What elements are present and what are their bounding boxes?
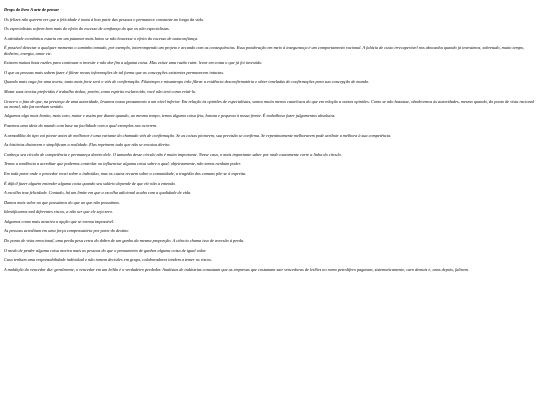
paragraph-2: Os especialistas sofrem bem mais do efeito do excesso de confiança do que os não especialistas. <box>4 26 170 32</box>
paragraph-19: Damos mais valor ao que possuímos do que ao que não possuímos. <box>4 199 121 205</box>
paragraph-26: A maldição do vencedor diz: geralmente, o vencedor em um leilão é o verdadeiro perdedor. Analistas de indústrias constatam que as empresas que costumam sair vencedoras de leilões no ramo petrolífero pagaram, sistematicamente, caro demais e, anos depois, faliram. <box>4 266 469 272</box>
paragraph-14: Conheça seu círculo de competência e permaneça dentro dele. O tamanho desse círculo não é muito importante. Nesse caso, o mais importante saber por onde exatamente corre a linha do círculo. <box>4 151 342 157</box>
paragraph-24: O medo de perder alguma coisa motiva mais as pessoas do que o pensamento de ganhar alguma coisa de igual valor. <box>4 247 207 253</box>
paragraph-23: Do ponto de vista emocional, uma perda pesa cerca do dobro de um ganho da mesma proporção. A ciência chama isso de aversão à perda. <box>4 238 244 244</box>
paragraph-13: As histórias distorcem e simplificam a realidade. Elas reprimem tudo que não se encaixa direito. <box>4 142 171 148</box>
paragraph-5: Existem muitas boas razões para continuar a investir e não dar fim a alguma coisa. Mas existe uma razão ruim: levar em conta o que já foi investido. <box>4 60 263 66</box>
paragraph-17: É difícil fazer alguém entender alguma coisa quando seu salário depende de que ele não a entenda. <box>4 180 176 186</box>
paragraph-12: A armadilha do tipo vai piorar antes de melhorar é uma variante do chamado viés de confirmação. Se as coisas piorarem, sua previsão se confirma. Se repentinamente melhorarem pode atribuir a melhora à sua competência. <box>4 132 392 138</box>
paragraph-16: Em toda parte onde o provedor recai sobre o indivíduo, mas os custos recaem sobre a comunidade, a tragédia dos comuns põe-se à espreita. <box>4 170 247 176</box>
paragraph-9: Grave-o o fato de que, na presença de uma autoridade, levamos nosso pensamento a um nível inferior. Em relação às opiniões de especialistas, somos muito menos cautelosos do que em relação a outras opiniões. Como se não bastasse, obedecemos às autoridades, mesmo quando, do ponto de vista racional ou moral, não faz nenhum sentido. <box>4 98 535 109</box>
paragraph-3: A atividade econômica estaria em um patamar mais baixo se não houvesse o efeito do excesso de autoconfiança. <box>4 35 199 41</box>
paragraph-20: Identificamos mal diferentes riscos, a não ser que ele seja zero. <box>4 209 113 215</box>
paragraph-6: O que as pessoas mais sabem fazer é filtrar novas informações de tal forma que as concepções existentes permanecem intactas. <box>4 69 225 75</box>
paragraph-25: Cuso tenham uma responsabilidade individual e não tomem decisões em grupo, colaboradores tendem a temer os riscos. <box>4 257 213 263</box>
paragraph-15: Temos a tendência a acreditar que podemos controlar ou influenciar alguma coisa sobre a qual, objetivamente, não temos nenhum poder. <box>4 161 241 167</box>
paragraph-18: A escolha traz felicidade. Contudo, há um limite em que a escolha adicional acaba com a qualidade de vida. <box>4 190 192 196</box>
paragraph-7: Quando mais vaga for uma teoria, tanto mais forte será o viés de confirmação. Filantropo e misantropo irão filtrar a evidência desconfirmatória e obter toneladas de confirmações para sua concepção de mundo. <box>4 79 370 85</box>
document-page <box>4 7 536 276</box>
paragraph-1: Os felizes não querem ver que a felicidade é inata à boa parte das pessoas e permanece constante ao longo da vida. <box>4 16 204 22</box>
document-title: Drops do livro A arte de pensar <box>4 7 59 12</box>
paragraph-10: Julgamos algo mais bonito, mais caro, maior e assim por diante quando, ao mesmo tempo, temos alguma coisa feia, barata e pequena à nossa frente. É trabalhoso fazer julgamentos absolutos. <box>4 113 336 119</box>
paragraph-21: Julgamos como mais atrativa a opção que se tornou impossível. <box>4 218 115 224</box>
paragraph-11: Fazemos uma ideia do mundo com base na facilidade com a qual exemplos nos ocorrem. <box>4 122 158 128</box>
paragraph-22: As pessoas acreditam em uma força compensatória por parte do destino <box>4 228 129 234</box>
paragraph-4: É possível detectar a qualquer momento o caminho tomado, por exemplo, interrompendo um projeto e arcando com as consequências. Essa ponderação em meio à insegurança é um comportamento racional. A falácia de custo irrecuperável nos abocanha quando já investimos, sobretudo, muito tempo, dinheiro, energia, amor etc. <box>4 45 525 56</box>
paragraph-8: Matar suas teorias preferidas é trabalho árduo; porém, como espírito esclarecido, você não terá como evitá-lo. <box>4 88 197 94</box>
